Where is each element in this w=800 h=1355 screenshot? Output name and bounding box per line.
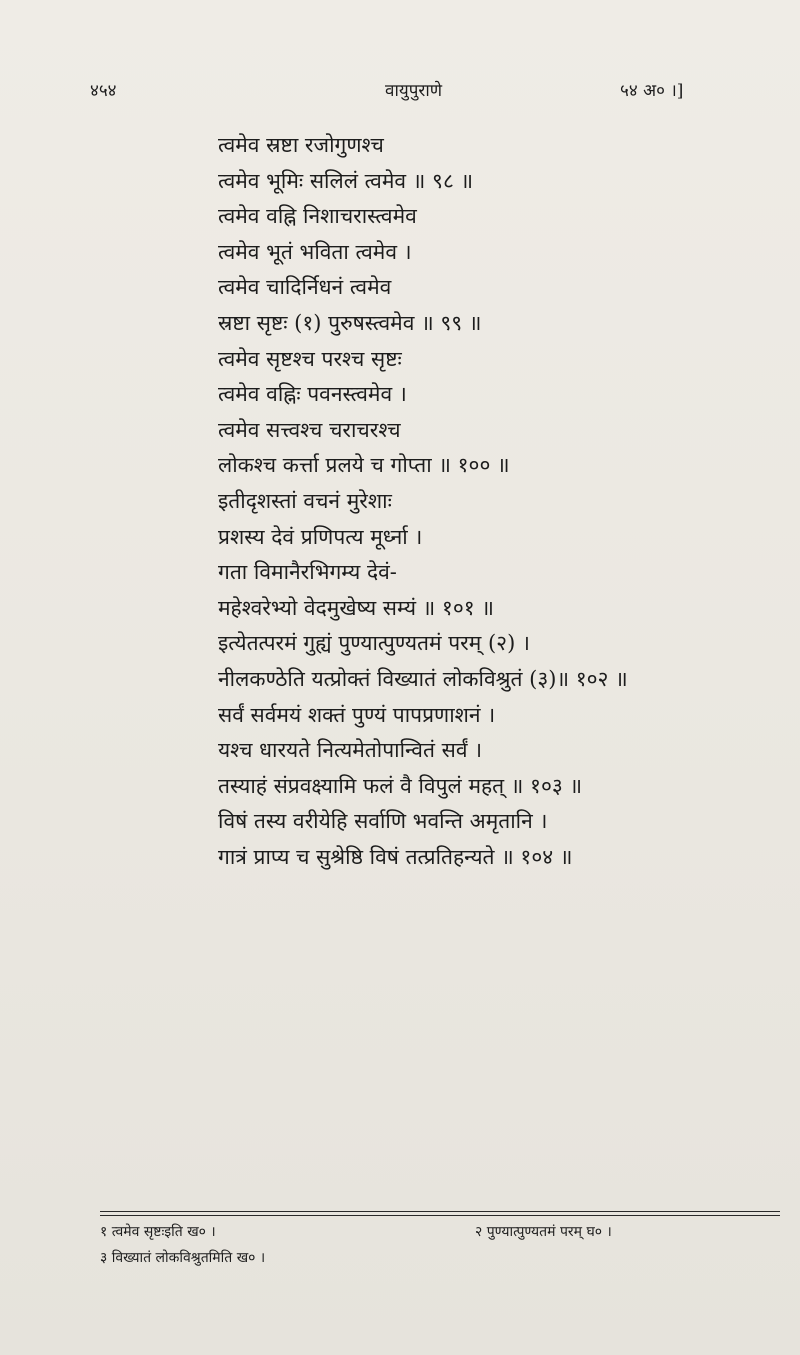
verse-line: त्वमेव भूतं भविता त्वमेव । (218, 239, 412, 264)
verse-line: इत्येतत्परमं गुह्यं पुण्यात्पुण्यतमं परम् (२) । (218, 631, 530, 656)
verse-line: सर्वं सर्वमयं शक्तं पुण्यं पापप्रणाशनं । (218, 702, 496, 727)
footnote-1: १ त्वमेव सृष्टःइति ख० । (100, 1224, 216, 1240)
verse-line: विषं तस्य वरीयेहि सर्वाणि भवन्ति अमृतानि । (218, 809, 548, 834)
chapter-reference: ५४ अ० ।] (620, 81, 684, 101)
footnote-divider (100, 1211, 780, 1212)
page-number: ४५४ (90, 81, 117, 101)
verse-line: त्वमेव भूमिः सलिलं त्वमेव ॥ ९८ ॥ (218, 168, 474, 193)
verse-line: यश्च धारयते नित्यमेतोपान्वितं सर्वं । (218, 738, 483, 763)
verse-line: तस्याहं संप्रवक्ष्यामि फलं वै विपुलं महत् ॥ १०३ ॥ (218, 773, 583, 798)
footnote-divider-thin (100, 1215, 780, 1216)
verse-line: इतीदृशस्तां वचनं मुरेशाः (218, 488, 392, 513)
verse-line: महेश्वरेभ्यो वेदमुखेष्य सम्यं ॥ १०१ ॥ (218, 595, 494, 620)
running-header (0, 78, 800, 108)
verse-line: गता विमानैरभिगम्य देवं- (218, 560, 397, 585)
verse-line: लोकश्च कर्त्ता प्रलये च गोप्ता ॥ १०० ॥ (218, 453, 510, 478)
verse-line: त्वमेव सृष्टश्च परश्च सृष्टः (218, 346, 402, 371)
footnote-3: ३ विख्यातं लोकविश्रुतमिति ख० । (100, 1250, 266, 1266)
verse-line: प्रशस्य देवं प्रणिपत्य मूर्ध्ना । (218, 524, 423, 549)
footnote-2: २ पुण्यात्पुण्यतमं परम् घ० । (475, 1224, 612, 1240)
verse-line: त्वमेव चादिर्निधनं त्वमेव (218, 275, 392, 300)
verse-line: त्वमेव वह्नि निशाचरास्त्वमेव (218, 204, 417, 229)
verse-line: त्वमेव वह्निः पवनस्त्वमेव । (218, 382, 407, 407)
verse-line: नीलकण्ठेति यत्प्रोक्तं विख्यातं लोकविश्रुतं (३)॥ १०२ ॥ (218, 666, 628, 691)
verse-line: स्रष्टा सृष्टः (१) पुरुषस्त्वमेव ॥ ९९ ॥ (218, 310, 482, 335)
verse-line: त्वमेव स्रष्टा रजोगुणश्च (218, 133, 384, 157)
verse-list (218, 128, 778, 875)
running-title: वायुपुराणे (385, 81, 443, 101)
verse-line: गात्रं प्राप्य च सुश्रेष्ठि विषं तत्प्रतिहन्यते ॥ १०४ ॥ (218, 844, 573, 869)
verse-line: त्वमेव सत्त्वश्च चराचरश्च (218, 417, 401, 442)
